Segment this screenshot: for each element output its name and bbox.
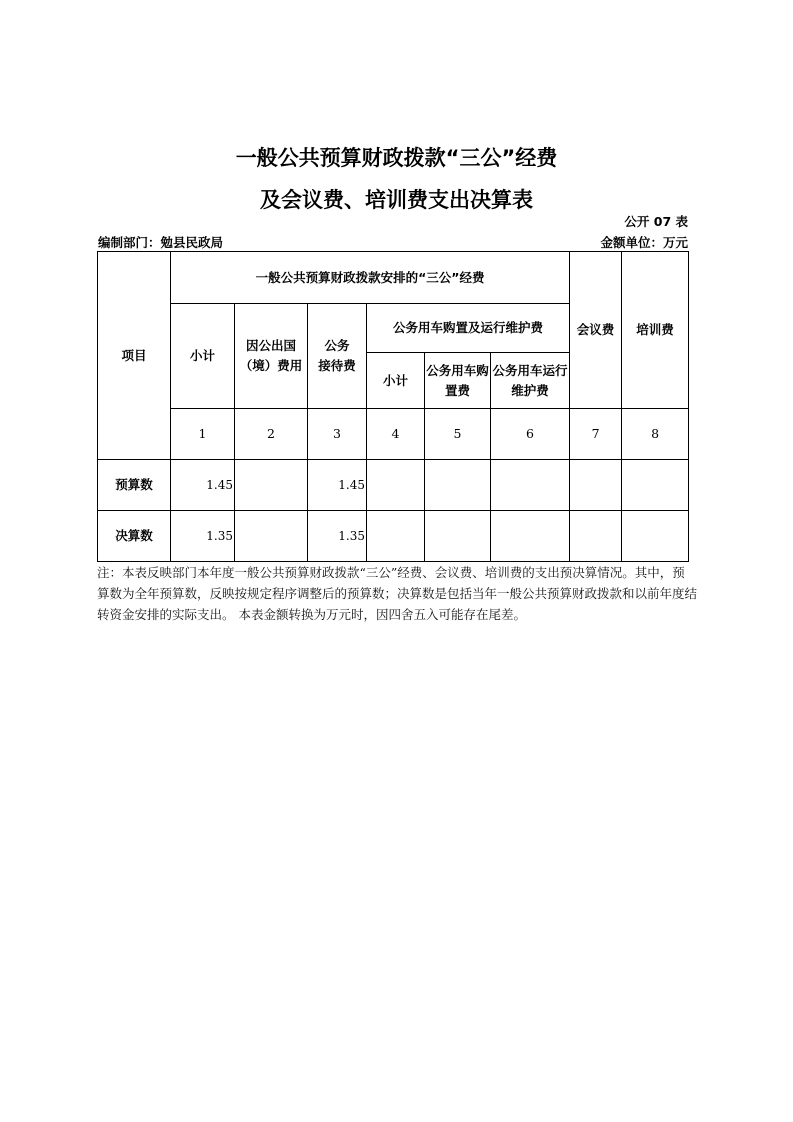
table-cell <box>425 511 491 562</box>
compiling-department: 编制部门：勉县民政局 <box>98 235 224 250</box>
page-subtitle: 及会议费、培训费支出决算表 <box>260 188 533 212</box>
table-row <box>98 460 689 511</box>
table-row <box>98 511 689 562</box>
row-label: 预算数 <box>98 460 171 511</box>
col-number: 1 <box>171 409 235 460</box>
row-label: 决算数 <box>98 511 171 562</box>
col-number: 7 <box>570 409 622 460</box>
table-cell: 1.35 <box>308 511 367 562</box>
header-meeting: 会议费 <box>570 252 622 409</box>
expenditure-table <box>97 251 689 562</box>
col-number: 3 <box>308 409 367 460</box>
table-note: 注：本表反映部门本年度一般公共预算财政拨款“三公”经费、会议费、培训费的支出预决算情况。其中，预算数为全年预算数，反映按规定程序调整后的预算数；决算数是包括当年一般公共预算财政拨款和以前年度结转资金安排的实际支出。 本表金额转换为万元时，因四舍五入可能存在尾差。 <box>97 565 698 622</box>
header-vehicle-maintenance: 公务用车运行维护费 <box>491 353 570 409</box>
header-three-public-group: 一般公共预算财政拨款安排的“三公”经费 <box>171 252 570 304</box>
table-cell <box>570 460 622 511</box>
table-cell <box>425 460 491 511</box>
table-cell: 1.45 <box>308 460 367 511</box>
header-reception-line1: 公务 <box>324 338 350 353</box>
page-title: 一般公共预算财政拨款“三公”经费 <box>235 146 558 170</box>
header-subtotal: 小计 <box>171 304 235 409</box>
table-cell <box>235 460 308 511</box>
col-number: 5 <box>425 409 491 460</box>
table-cell <box>367 511 425 562</box>
col-number: 4 <box>367 409 425 460</box>
table-cell <box>622 511 689 562</box>
header-reception <box>308 304 367 409</box>
form-number: 公开 07 表 <box>624 214 688 229</box>
table-cell: 1.45 <box>171 460 235 511</box>
amount-unit: 金额单位：万元 <box>600 235 688 250</box>
table-cell <box>491 511 570 562</box>
table-cell <box>367 460 425 511</box>
col-number: 6 <box>491 409 570 460</box>
header-training: 培训费 <box>622 252 689 409</box>
table-cell <box>491 460 570 511</box>
header-item: 项目 <box>98 252 171 460</box>
table-cell <box>570 511 622 562</box>
col-number: 2 <box>235 409 308 460</box>
col-number: 8 <box>622 409 689 460</box>
header-vehicle-subtotal: 小计 <box>367 353 425 409</box>
header-vehicle-purchase: 公务用车购置费 <box>425 353 491 409</box>
header-abroad: 因公出国（境）费用 <box>235 304 308 409</box>
header-reception-line2: 接待费 <box>318 358 356 373</box>
table-cell: 1.35 <box>171 511 235 562</box>
header-vehicle-group: 公务用车购置及运行维护费 <box>367 304 570 353</box>
table-cell <box>235 511 308 562</box>
table-cell <box>622 460 689 511</box>
